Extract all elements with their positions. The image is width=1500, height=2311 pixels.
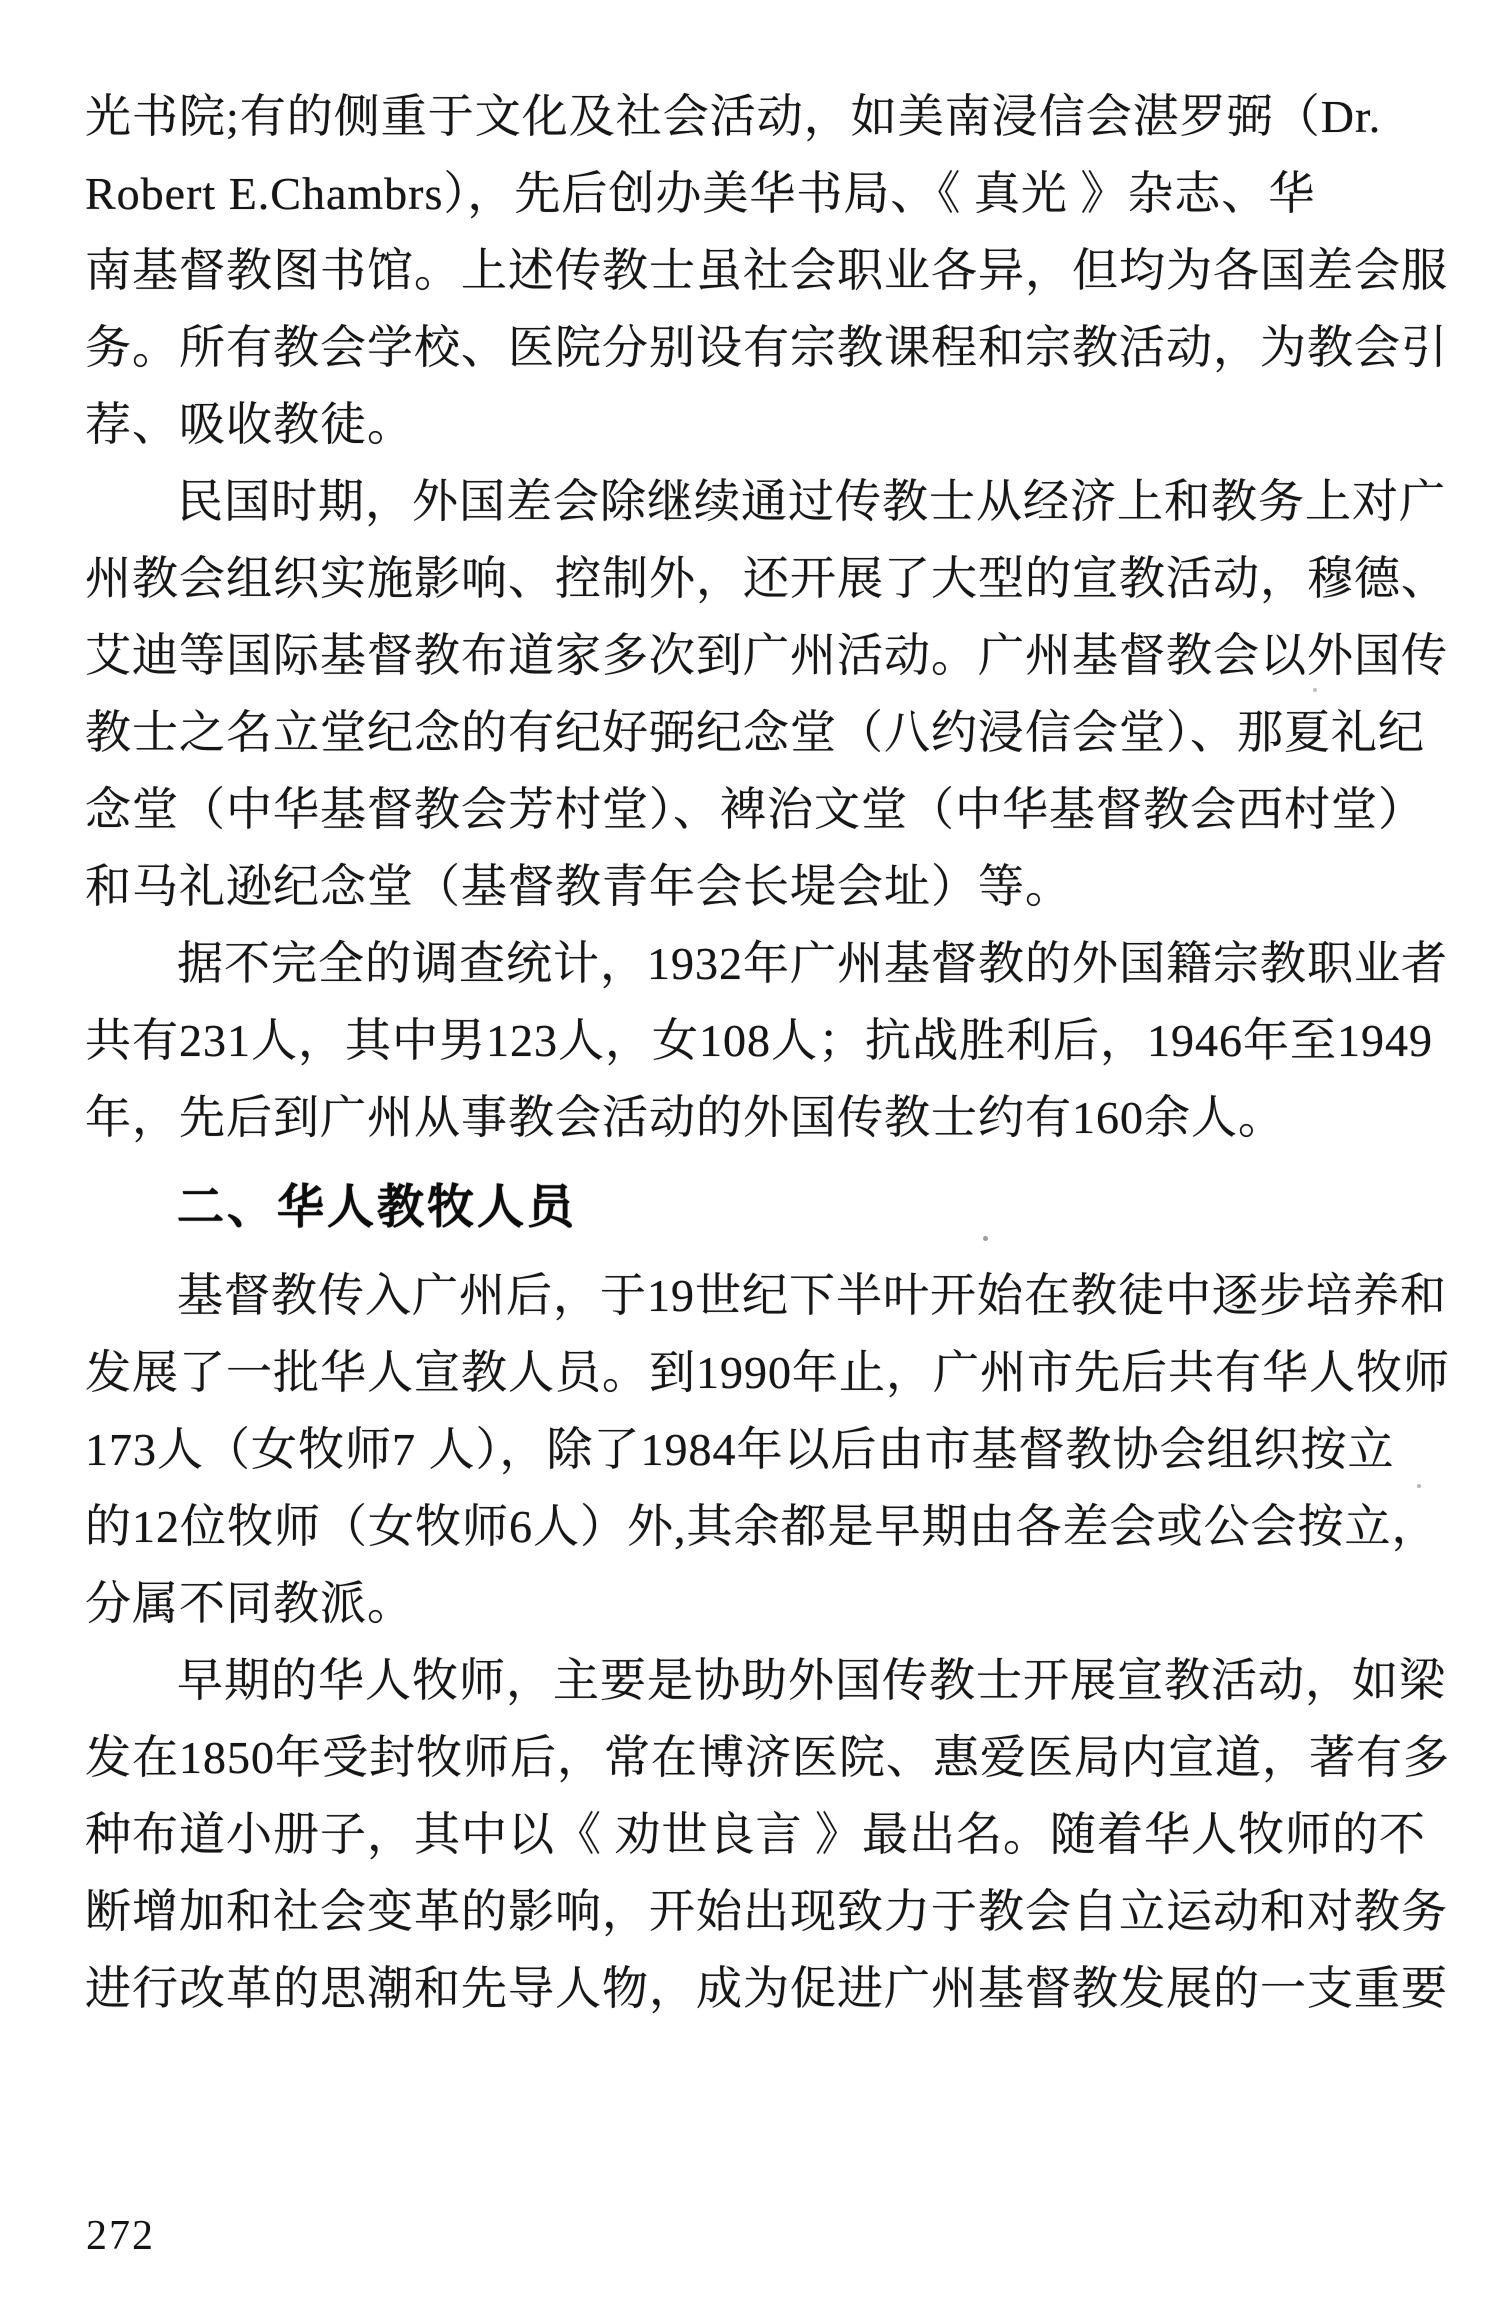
text-line: 种布道小册子，其中以《 劝世良言 》最出名。随着华人牧师的不 (85, 1809, 1426, 1860)
text-line: 共有231人，其中男123人，女108人；抗战胜利后，1946年至1949 (85, 1015, 1433, 1066)
text-line: 念堂（中华基督教会芳村堂）、裨治文堂（中华基督教会西村堂） (85, 784, 1425, 835)
text-line: 进行改革的思潮和先导人物，成为促进广州基督教发展的一支重要 (85, 1963, 1448, 2014)
text-line: 和马礼逊纪念堂（基督教青年会长堤会址）等。 (85, 861, 1072, 912)
section-heading: 二、华人教牧人员 (177, 1180, 577, 1233)
scan-speck (1313, 688, 1317, 692)
text-line: Robert E.Chambrs），先后创办美华书局、《 真光 》杂志、华 (85, 168, 1316, 219)
page-number: 272 (86, 2213, 155, 2259)
text-line: 民国时期，外国差会除继续通过传教士从经济上和教务上对广 (177, 476, 1446, 527)
text-line: 断增加和社会变革的影响，开始出现致力于教会自立运动和对教务 (85, 1886, 1448, 1937)
text-line: 光书院;有的侧重于文化及社会活动，如美南浸信会湛罗弼（Dr. (85, 91, 1382, 142)
text-line: 的12位牧师（女牧师6人）外,其余都是早期由各差会或公会按立， (85, 1501, 1439, 1552)
text-line: 据不完全的调查统计，1932年广州基督教的外国籍宗教职业者 (177, 938, 1448, 989)
text-line: 基督教传入广州后，于19世纪下半叶开始在教徒中逐步培养和 (177, 1270, 1447, 1321)
text-line: 发在1850年受封牧师后，常在博济医院、惠爱医局内宣道，著有多 (85, 1732, 1450, 1783)
text-line: 务。所有教会学校、医院分别设有宗教课程和宗教活动，为教会引 (85, 322, 1448, 373)
text-line: 南基督教图书馆。上述传教士虽社会职业各异，但均为各国差会服 (85, 245, 1448, 296)
text-line: 早期的华人牧师，主要是协助外国传教士开展宣教活动，如梁 (177, 1655, 1446, 1706)
text-line: 年，先后到广州从事教会活动的外国传教士约有160余人。 (85, 1092, 1285, 1143)
text-line: 教士之名立堂纪念的有纪好弼纪念堂（八约浸信会堂）、那夏礼纪 (85, 707, 1425, 758)
text-line: 荐、吸收教徒。 (85, 399, 414, 450)
text-line: 分属不同教派。 (85, 1578, 414, 1629)
body-text (85, 78, 1450, 2027)
scan-speck (983, 1236, 988, 1241)
text-line: 发展了一批华人宣教人员。到1990年止，广州市先后共有华人牧师 (85, 1347, 1450, 1398)
text-line: 173人（女牧师7 人），除了1984年以后由市基督教协会组织按立 (85, 1424, 1395, 1475)
scan-speck (1417, 1484, 1421, 1488)
text-line: 州教会组织实施影响、控制外，还开展了大型的宣教活动，穆德、 (85, 553, 1448, 604)
text-line: 艾迪等国际基督教布道家多次到广州活动。广州基督教会以外国传 (85, 630, 1448, 681)
